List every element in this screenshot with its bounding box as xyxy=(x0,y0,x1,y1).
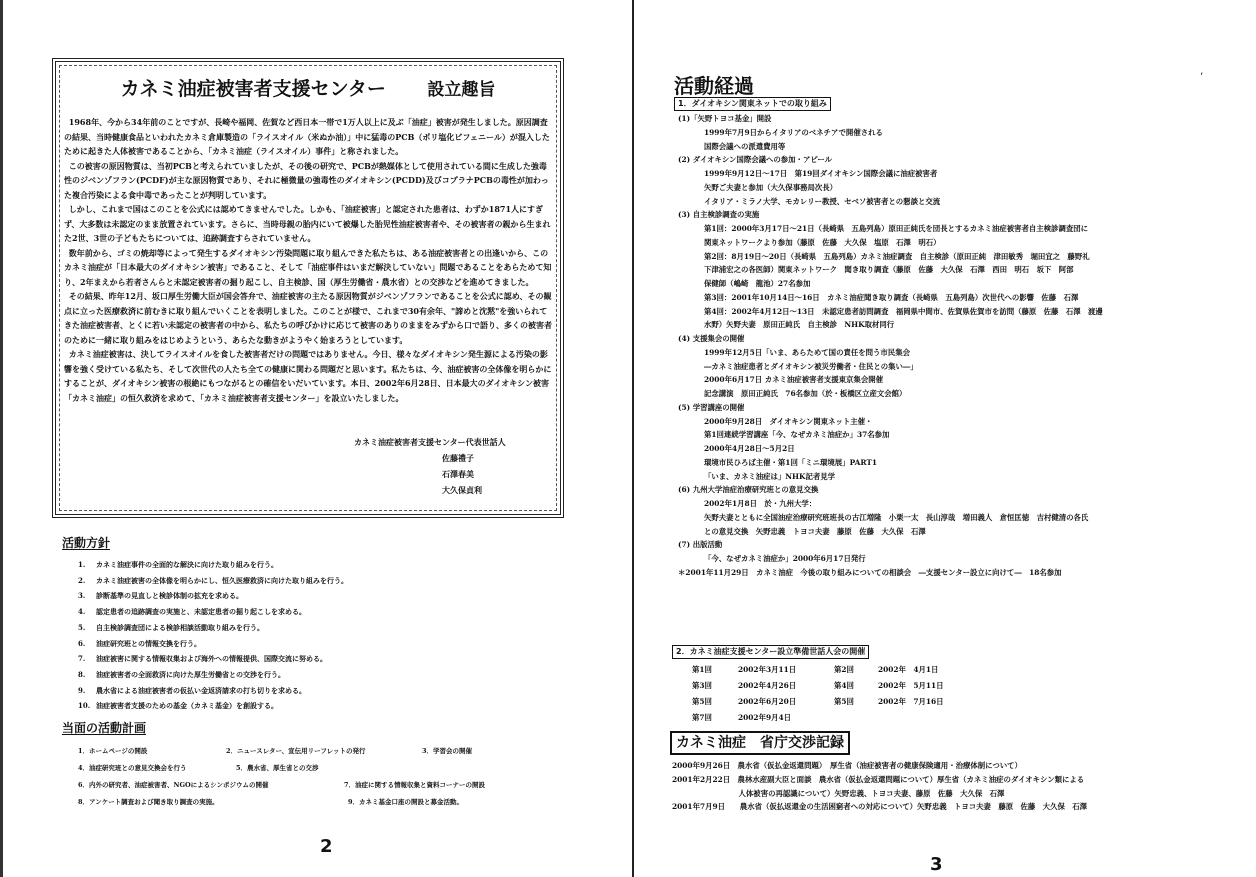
founding-purpose-box xyxy=(52,58,564,518)
negotiation-line: 人体被害の再認識について）矢野忠義、トヨコ夫妻、藤原 佐藤 大久保 石澤 xyxy=(672,788,1005,798)
activity-subheading: (1)「矢野トヨコ基金」開設 xyxy=(678,114,772,123)
activity-list xyxy=(678,112,1103,580)
page-number: 3 xyxy=(930,854,943,875)
activity-line: 「今、なぜカネミ油症か」2000年6月17日発行 xyxy=(704,554,866,563)
activity-line: 国際会議への派遣費用等 xyxy=(704,141,786,151)
activity-line: 第1回：2000年3月17日～21日（長崎県 五島列島）原田正純氏を団長とするカネミ油症被害者自主検診調査団に xyxy=(704,224,1089,233)
activity-line: 2000年6月17日 カネミ油症被害者支援東京集会開催 xyxy=(704,375,883,385)
activity-line: 矢野ご夫妻と参加（大久保事務局次長） xyxy=(704,182,838,192)
activity-subheading: (6) 九州大学油症治療研究班との意見交換 xyxy=(678,485,819,495)
purpose-paragraph: カネミ油症被害は、決してライスオイルを食した被害者だけの問題ではありません。今日、様々なダイオキシン発生源による汚染の影響を強く受けている私たち、そして次世代の人たち全ての健康に関わる問題だと思います。私たちは、今、油症被害の全体像を明らかにすることが、ダイオキシン被害の根絶にもつながるとの確信をいだいています。本日、2002年6月28日、日本最大のダイオキシン被害「カネミ油症」の恒久救済を求めて、「カネミ油症被害者支援センター」を設立いたしました。 xyxy=(64,349,552,403)
plan-row: 1．ホームページの開設 2．ニュースレター、宣伝用リーフレットの発行 3．学習会の開催 xyxy=(78,747,473,755)
purpose-paragraph: 1968年、今から34年前のことですが、長崎や福岡、佐賀など西日本一帯で1万人以上に及ぶ「油症」被害が発生しました。原因調査の結果、当時健康食品といわれたカネミ倉庫製造の「ライスオイル（米ぬか油）」中に猛毒のPCB（ポリ塩化ビフェニール）が混入したために起きた人体被害であることから、「カネミ油症（ライスオイル）事件」と称されました。 xyxy=(64,117,550,156)
box-title: カネミ油症被害者支援センター xyxy=(120,78,386,100)
activity-line: 記念講演 原田正純氏 76名参加（於・板橋区立産文会館） xyxy=(704,389,907,398)
purpose-paragraph: 数年前から、ゴミの焼却等によって発生するダイオキシン汚染問題に取り組んできた私たちは、ある油症被害者との出逢いから、このカネミ油症が「日本最大のダイオキシン被害」であること、そして「油症事件はいまだ解決していない」問題であることをあらためて知り、2年まえから若者さんらと未認定被害者の掘り起こし、自主検診、国（厚生労働省・農水省）との交渉などを進めてきました。 xyxy=(64,247,552,287)
activity-line: との意見交換 矢野忠義 トヨコ夫妻 藤原 佐藤 大久保 石澤 xyxy=(704,526,926,536)
activity-line: 第4回：2002年4月12日～13日 未認定患者訪問調査 福岡県中間市、佐賀県佐賀市を訪問（藤原 佐藤 石澤 渡邊 xyxy=(704,306,1103,316)
list-item: 6. 油症研究班との情報交換を行う。 xyxy=(78,638,201,648)
signature-name: 佐藤禮子 xyxy=(442,453,474,463)
activity-line: 水野）矢野夫妻 原田正純氏 自主検診 NHK取材同行 xyxy=(704,320,895,330)
activity-line: 「いま、カネミ油症は」NHK記者見学 xyxy=(704,471,836,481)
activity-line: ―カネミ油症患者とダイオキシン被災労働者・住民との集い―」 xyxy=(704,361,918,371)
list-item: 10. 油症被害者支援のための基金（カネミ基金）を創設する。 xyxy=(78,701,278,711)
meeting-row: 第5回 2002年6月20日 第5回 2002年 7月16日 xyxy=(692,697,944,706)
activity-line: イタリア・ミラノ大学、モカレリー教授、セベソ被害者との懇談と交流 xyxy=(704,196,941,206)
plan-row: 8．アンケート調査および聞き取り調査の実施。 9．カネミ基金口座の開設と募金活動。 xyxy=(78,798,464,806)
box-subtitle: 設立趣旨 xyxy=(427,80,496,100)
right-page xyxy=(634,0,1256,877)
activity-subheading: (5) 学習講座の開催 xyxy=(678,402,745,412)
activity-line: 2000年4月28日～5月2日 xyxy=(704,444,795,453)
box-title-row xyxy=(64,74,552,101)
list-item: 9. 農水省による油症被害者の仮払い金返済請求の打ち切りを求める。 xyxy=(78,685,306,695)
activity-line: 第2回：8月19日～20日（長崎県 五島列島）カネミ油症調査 自主検診（原田正純 津田敏秀 堀田宜之 藤野礼 xyxy=(704,251,1090,261)
activity-subheading: (3) 自主検診調査の実施 xyxy=(678,210,760,220)
negotiation-heading: カネミ油症 省庁交渉記録 xyxy=(670,731,850,755)
page-title: 活動経過 xyxy=(674,74,754,98)
negotiation-line: 2001年7月9日 農水省（仮払返還金の生活困窮者への対応について）矢野忠義 トヨコ夫妻 藤原 佐藤 大久保 石澤 xyxy=(672,802,1088,812)
activity-subheading: (2) ダイオキシン国際会議への参加・アピール xyxy=(678,155,833,165)
policy-heading: 活動方針 xyxy=(62,536,111,550)
list-item: 4. 認定患者の追跡調査の実施と、未認定患者の掘り起こしを求める。 xyxy=(78,607,306,617)
plan-list xyxy=(78,743,618,811)
plan-row: 6．内外の研究者、油症被害者、NGOによるシンポジウムの開催 7．油症に関する情報収集と資料コーナーの開設 xyxy=(78,781,486,789)
page-number: 2 xyxy=(320,836,333,857)
activity-line: 2002年1月8日 於・九州大学： xyxy=(704,499,817,508)
list-item: 8. 油症被害者の全面救済に向けた厚生労働省との交渉を行う。 xyxy=(78,669,285,679)
activity-line: 保健師（嶋崎 龍池）27名参加 xyxy=(704,279,811,288)
purpose-text xyxy=(64,115,552,405)
margin-mark: ’ xyxy=(1200,72,1204,83)
activity-line: 第3回：2001年10月14日～16日 カネミ油症聞き取り調査（長崎県 五島列島）次世代への影響 佐藤 石澤 xyxy=(704,292,1079,302)
section-heading: 1．ダイオキシン関東ネットでの取り組み xyxy=(674,97,831,111)
meeting-row: 第3回 2002年4月26日 第4回 2002年 5月11日 xyxy=(692,681,944,690)
meeting-row: 第1回 2002年3月11日 第2回 2002年 4月1日 xyxy=(692,665,939,674)
activity-line: 第1回連続学習講座「今、なぜカネミ油症か」37名参加 xyxy=(704,430,890,440)
negotiation-records xyxy=(672,759,1087,814)
meeting-schedule xyxy=(692,662,944,726)
activity-line: 関東ネットワークより参加（藤原 佐藤 大久保 塩原 石澤 明石） xyxy=(704,237,941,247)
list-item: 7. 油症被害に関する情報収集および海外への情報提供、国際交流に努める。 xyxy=(78,654,327,664)
purpose-paragraph: この被害の原因物質は、当初PCBと考えられていましたが、その後の研究で、PCBが熱媒体として使用されている間に生成した強毒性のジベンゾフラン(PCDF)が主な原因物質であり、それに極微量の強毒性のダイオキシン(PCDD)及びコプラナPCBの毒性が加わった複合汚染による食中毒であったことが判明しています。 xyxy=(64,160,549,200)
activity-line: 2000年9月28日 ダイオキシン関東ネット主催・ xyxy=(704,416,873,426)
list-item: 2. カネミ油症被害の全体像を明らかにし、恒久医療救済に向けた取り組みを行う。 xyxy=(78,575,348,585)
plan-heading: 当面の活動計画 xyxy=(62,721,147,735)
activity-line: 1999年9月12日～17日 第19回ダイオキシン国際会議に油症被害者 xyxy=(704,169,938,178)
activity-line: ＊2001年11月29日 カネミ油症 今後の取り組みについての相談会 ―支援センター設立に向けて― 18名参加 xyxy=(678,567,1062,577)
purpose-paragraph: その結果、昨年12月、坂口厚生労働大臣が国会答弁で、油症被害の主たる原因物質がジベンゾフランであることを公式に認め、その観点に立った医療救済に前むきに取り組んでいくことを表明しました。このことが様で、これまで30有余年、"諦めと沈黙"を強いられてきた油症被害者、とくに若い未認定の被害者の中から、私たちの呼びかけに応じて被害のありのままをみずから口で語り、多くの被害者のために一緒に取り組みをはじめようという、あらたな動きがようやく始まろうとしています。 xyxy=(64,291,552,345)
activity-subheading: (7) 出版活動 xyxy=(678,540,723,550)
activity-line: 環境市民ひろば主催・第1回「ミニ環境展」PART1 xyxy=(704,457,877,467)
signature-org: カネミ油症被害者支援センター代表世話人 xyxy=(354,437,506,447)
activity-line: 1999年7月9日からイタリアのベネチアで開催される xyxy=(704,127,883,137)
signature-name: 石澤春美 xyxy=(442,469,474,479)
plan-row: 4．油症研究班との意見交換会を行う 5．農水省、厚生省との交渉 xyxy=(78,764,319,772)
signature-block xyxy=(354,434,506,498)
activity-subheading: (4) 支援集会の開催 xyxy=(678,334,745,343)
activity-line: 下津浦宏之の各医師）関東ネットワーク 聞き取り調査（藤原 佐藤 大久保 石澤 西田 明石 坂下 阿部 xyxy=(704,265,1074,275)
list-item: 1. カネミ油症事件の全面的な解決に向けた取り組みを行う。 xyxy=(78,560,278,569)
list-item: 5. 自主検診調査団による検診相談活動取り組みを行う。 xyxy=(78,622,264,632)
negotiation-line: 2000年9月26日 農水省（仮払金返還問題） 厚生省（油症被害者の健康保険適用・治療体制について） xyxy=(672,761,1022,770)
activity-line: 1999年12月5日「いま、あらためて国の責任を問う市民集会 xyxy=(704,347,910,357)
negotiation-line: 2001年2月22日 農林水産副大臣と面談 農水省（仮払金返還問題について）厚生省（カネミ油症のダイオキシン類による xyxy=(672,774,1085,784)
activity-line: 矢野夫妻とともに全国油症治療研究班班長の古江増隆 小栗一太 長山淳哉 増田義人 倉恒匡徳 吉村健清の各氏 xyxy=(704,512,1089,522)
section-heading: 2．カネミ油症支援センター設立準備世話人会の開催 xyxy=(672,645,869,659)
signature-name: 大久保貞利 xyxy=(442,485,482,495)
policy-list xyxy=(78,557,598,714)
meeting-row: 第7回 2002年9月4日 xyxy=(692,713,792,722)
list-item: 3. 診断基準の見直しと検診体制の拡充を求める。 xyxy=(78,591,243,601)
purpose-paragraph: しかし、これまで国はこのことを公式には認めてきませんでした。しかも、「油症被害」と認定された患者は、わずか1871人にすぎず、大多数は未認定のまま放置されています。さらに、当時母親の胎内にいて被爆した胎児性油症被害者や、その被害者の親から生まれた2世、3世の子どもたちについては、追跡調査すらされていません。 xyxy=(64,204,551,243)
